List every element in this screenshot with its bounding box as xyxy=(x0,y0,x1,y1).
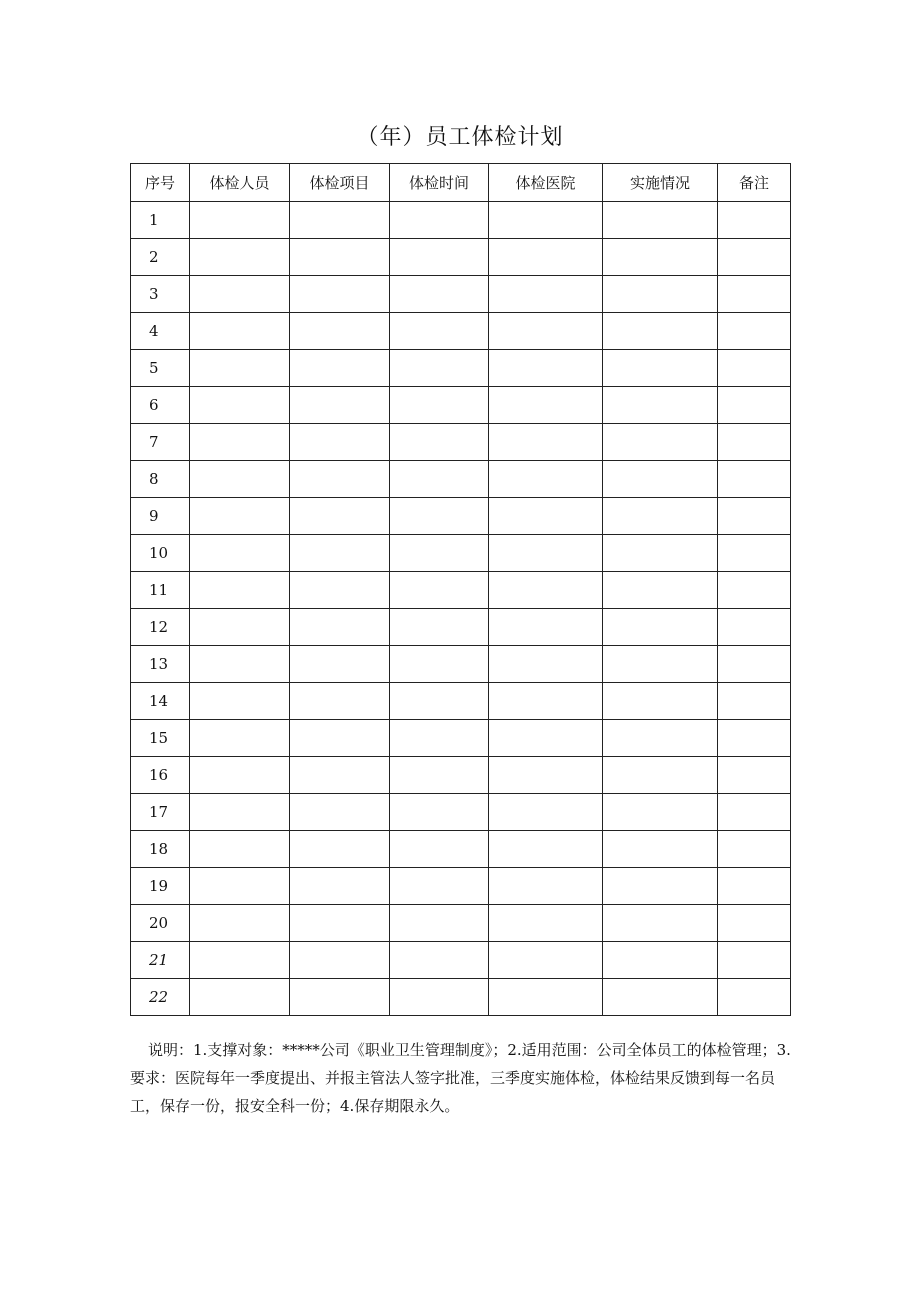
exam-plan-table xyxy=(130,163,791,1016)
row-seq-number: 6 xyxy=(131,387,190,424)
cell-implementation[interactable] xyxy=(603,979,718,1016)
row-seq-number: 22 xyxy=(131,979,190,1016)
cell-exam-hospital[interactable] xyxy=(489,979,603,1016)
cell-exam-items[interactable] xyxy=(290,757,390,794)
cell-exam-items[interactable] xyxy=(290,868,390,905)
cell-examinee[interactable] xyxy=(190,868,290,905)
cell-exam-hospital[interactable] xyxy=(489,461,603,498)
table-row xyxy=(131,942,791,979)
cell-examinee[interactable] xyxy=(190,239,290,276)
cell-exam-time[interactable] xyxy=(390,646,489,683)
cell-exam-hospital[interactable] xyxy=(489,239,603,276)
cell-implementation[interactable] xyxy=(603,387,718,424)
cell-exam-time[interactable] xyxy=(390,276,489,313)
cell-exam-hospital[interactable] xyxy=(489,313,603,350)
table-row xyxy=(131,757,791,794)
cell-remarks[interactable] xyxy=(718,202,791,239)
cell-implementation[interactable] xyxy=(603,461,718,498)
cell-exam-items[interactable] xyxy=(290,313,390,350)
cell-examinee[interactable] xyxy=(190,350,290,387)
table-row xyxy=(131,683,791,720)
cell-implementation[interactable] xyxy=(603,831,718,868)
cell-examinee[interactable] xyxy=(190,202,290,239)
cell-exam-hospital[interactable] xyxy=(489,350,603,387)
cell-exam-items[interactable] xyxy=(290,646,390,683)
row-seq-number: 18 xyxy=(131,831,190,868)
cell-exam-items[interactable] xyxy=(290,942,390,979)
cell-examinee[interactable] xyxy=(190,794,290,831)
cell-remarks[interactable] xyxy=(718,239,791,276)
cell-implementation[interactable] xyxy=(603,202,718,239)
table-row xyxy=(131,979,791,1016)
cell-implementation[interactable] xyxy=(603,350,718,387)
row-seq-number: 5 xyxy=(131,350,190,387)
cell-implementation[interactable] xyxy=(603,535,718,572)
cell-exam-items[interactable] xyxy=(290,609,390,646)
table-row xyxy=(131,794,791,831)
cell-implementation[interactable] xyxy=(603,609,718,646)
cell-exam-items[interactable] xyxy=(290,239,390,276)
cell-remarks[interactable] xyxy=(718,313,791,350)
row-seq-number: 4 xyxy=(131,313,190,350)
cell-remarks[interactable] xyxy=(718,794,791,831)
cell-examinee[interactable] xyxy=(190,276,290,313)
cell-examinee[interactable] xyxy=(190,498,290,535)
table-row xyxy=(131,498,791,535)
row-seq-number: 10 xyxy=(131,535,190,572)
cell-exam-items[interactable] xyxy=(290,202,390,239)
cell-remarks[interactable] xyxy=(718,572,791,609)
row-seq-number: 7 xyxy=(131,424,190,461)
cell-exam-items[interactable] xyxy=(290,794,390,831)
cell-remarks[interactable] xyxy=(718,424,791,461)
cell-exam-items[interactable] xyxy=(290,683,390,720)
cell-remarks[interactable] xyxy=(718,646,791,683)
cell-implementation[interactable] xyxy=(603,276,718,313)
cell-examinee[interactable] xyxy=(190,609,290,646)
row-seq-number: 1 xyxy=(131,202,190,239)
cell-exam-hospital[interactable] xyxy=(489,535,603,572)
row-seq-number: 3 xyxy=(131,276,190,313)
cell-exam-hospital[interactable] xyxy=(489,757,603,794)
header-examinee: 体检人员 xyxy=(190,164,290,202)
cell-exam-items[interactable] xyxy=(290,572,390,609)
table-row xyxy=(131,202,791,239)
cell-exam-hospital[interactable] xyxy=(489,609,603,646)
cell-exam-time[interactable] xyxy=(390,424,489,461)
header-exam-hospital: 体检医院 xyxy=(489,164,603,202)
cell-remarks[interactable] xyxy=(718,535,791,572)
cell-remarks[interactable] xyxy=(718,868,791,905)
cell-exam-items[interactable] xyxy=(290,535,390,572)
cell-implementation[interactable] xyxy=(603,868,718,905)
row-seq-number: 8 xyxy=(131,461,190,498)
table-row xyxy=(131,313,791,350)
table-row xyxy=(131,905,791,942)
cell-exam-hospital[interactable] xyxy=(489,572,603,609)
cell-implementation[interactable] xyxy=(603,498,718,535)
cell-remarks[interactable] xyxy=(718,683,791,720)
cell-examinee[interactable] xyxy=(190,572,290,609)
cell-remarks[interactable] xyxy=(718,498,791,535)
cell-exam-hospital[interactable] xyxy=(489,683,603,720)
cell-exam-hospital[interactable] xyxy=(489,387,603,424)
cell-remarks[interactable] xyxy=(718,942,791,979)
header-implementation: 实施情况 xyxy=(603,164,718,202)
cell-exam-items[interactable] xyxy=(290,276,390,313)
row-seq-number: 19 xyxy=(131,868,190,905)
cell-examinee[interactable] xyxy=(190,535,290,572)
cell-examinee[interactable] xyxy=(190,387,290,424)
cell-implementation[interactable] xyxy=(603,720,718,757)
cell-exam-time[interactable] xyxy=(390,498,489,535)
cell-exam-time[interactable] xyxy=(390,239,489,276)
cell-exam-time[interactable] xyxy=(390,757,489,794)
cell-implementation[interactable] xyxy=(603,313,718,350)
cell-implementation[interactable] xyxy=(603,424,718,461)
row-seq-number: 9 xyxy=(131,498,190,535)
cell-exam-hospital[interactable] xyxy=(489,202,603,239)
row-seq-number: 16 xyxy=(131,757,190,794)
cell-remarks[interactable] xyxy=(718,720,791,757)
row-seq-number: 20 xyxy=(131,905,190,942)
cell-remarks[interactable] xyxy=(718,831,791,868)
cell-examinee[interactable] xyxy=(190,646,290,683)
note-paragraph: 说明：1.支撑对象：*****公司《职业卫生管理制度》；2.适用范围：公司全体员工的体检管理；3.要求：医院每年一季度提出、并报主管法人签字批准，三季度实施体检，体检结果反馈到每一名员工，保存一份，报安全科一份；4.保存期限永久。 xyxy=(130,1041,791,1115)
row-seq-number: 2 xyxy=(131,239,190,276)
cell-examinee[interactable] xyxy=(190,831,290,868)
cell-exam-hospital[interactable] xyxy=(489,831,603,868)
table-row xyxy=(131,831,791,868)
cell-exam-items[interactable] xyxy=(290,350,390,387)
cell-implementation[interactable] xyxy=(603,239,718,276)
table-body xyxy=(131,202,791,1016)
cell-examinee[interactable] xyxy=(190,424,290,461)
table-row xyxy=(131,609,791,646)
cell-exam-time[interactable] xyxy=(390,942,489,979)
table-row xyxy=(131,461,791,498)
table-row xyxy=(131,535,791,572)
cell-exam-items[interactable] xyxy=(290,461,390,498)
table-row xyxy=(131,646,791,683)
cell-examinee[interactable] xyxy=(190,313,290,350)
cell-exam-items[interactable] xyxy=(290,720,390,757)
header-exam-items: 体检项目 xyxy=(290,164,390,202)
header-exam-time: 体检时间 xyxy=(390,164,489,202)
cell-remarks[interactable] xyxy=(718,350,791,387)
cell-exam-hospital[interactable] xyxy=(489,794,603,831)
cell-implementation[interactable] xyxy=(603,905,718,942)
row-seq-number: 11 xyxy=(131,572,190,609)
cell-examinee[interactable] xyxy=(190,683,290,720)
cell-exam-hospital[interactable] xyxy=(489,424,603,461)
cell-examinee[interactable] xyxy=(190,942,290,979)
table-row xyxy=(131,276,791,313)
row-seq-number: 14 xyxy=(131,683,190,720)
cell-exam-items[interactable] xyxy=(290,498,390,535)
table-row xyxy=(131,350,791,387)
cell-exam-time[interactable] xyxy=(390,387,489,424)
cell-exam-time[interactable] xyxy=(390,683,489,720)
row-seq-number: 21 xyxy=(131,942,190,979)
cell-remarks[interactable] xyxy=(718,276,791,313)
cell-exam-hospital[interactable] xyxy=(489,868,603,905)
header-seq: 序号 xyxy=(131,164,190,202)
cell-exam-time[interactable] xyxy=(390,202,489,239)
cell-exam-time[interactable] xyxy=(390,868,489,905)
cell-exam-time[interactable] xyxy=(390,313,489,350)
cell-implementation[interactable] xyxy=(603,942,718,979)
cell-examinee[interactable] xyxy=(190,720,290,757)
table-row xyxy=(131,720,791,757)
cell-examinee[interactable] xyxy=(190,757,290,794)
cell-remarks[interactable] xyxy=(718,609,791,646)
cell-exam-time[interactable] xyxy=(390,609,489,646)
cell-exam-time[interactable] xyxy=(390,461,489,498)
cell-exam-hospital[interactable] xyxy=(489,720,603,757)
cell-remarks[interactable] xyxy=(718,387,791,424)
cell-exam-time[interactable] xyxy=(390,572,489,609)
cell-examinee[interactable] xyxy=(190,461,290,498)
cell-implementation[interactable] xyxy=(603,646,718,683)
cell-implementation[interactable] xyxy=(603,757,718,794)
row-seq-number: 17 xyxy=(131,794,190,831)
cell-exam-time[interactable] xyxy=(390,350,489,387)
cell-exam-items[interactable] xyxy=(290,424,390,461)
table-row xyxy=(131,424,791,461)
table-header-row xyxy=(131,164,791,202)
table-row xyxy=(131,387,791,424)
table-row xyxy=(131,239,791,276)
cell-exam-time[interactable] xyxy=(390,794,489,831)
cell-exam-hospital[interactable] xyxy=(489,905,603,942)
cell-exam-items[interactable] xyxy=(290,905,390,942)
cell-exam-hospital[interactable] xyxy=(489,942,603,979)
cell-exam-time[interactable] xyxy=(390,831,489,868)
cell-examinee[interactable] xyxy=(190,979,290,1016)
row-seq-number: 15 xyxy=(131,720,190,757)
cell-remarks[interactable] xyxy=(718,979,791,1016)
cell-exam-time[interactable] xyxy=(390,535,489,572)
page-title: （年）员工体检计划 xyxy=(356,125,564,150)
cell-exam-hospital[interactable] xyxy=(489,646,603,683)
cell-exam-hospital[interactable] xyxy=(489,276,603,313)
cell-implementation[interactable] xyxy=(603,794,718,831)
cell-exam-items[interactable] xyxy=(290,831,390,868)
row-seq-number: 13 xyxy=(131,646,190,683)
cell-exam-time[interactable] xyxy=(390,979,489,1016)
table-row xyxy=(131,868,791,905)
cell-exam-items[interactable] xyxy=(290,979,390,1016)
cell-remarks[interactable] xyxy=(718,905,791,942)
cell-remarks[interactable] xyxy=(718,757,791,794)
row-seq-number: 12 xyxy=(131,609,190,646)
cell-exam-time[interactable] xyxy=(390,905,489,942)
table-row xyxy=(131,572,791,609)
cell-examinee[interactable] xyxy=(190,905,290,942)
cell-exam-hospital[interactable] xyxy=(489,498,603,535)
cell-remarks[interactable] xyxy=(718,461,791,498)
cell-exam-items[interactable] xyxy=(290,387,390,424)
cell-implementation[interactable] xyxy=(603,572,718,609)
cell-implementation[interactable] xyxy=(603,683,718,720)
cell-exam-time[interactable] xyxy=(390,720,489,757)
header-remarks: 备注 xyxy=(718,164,791,202)
